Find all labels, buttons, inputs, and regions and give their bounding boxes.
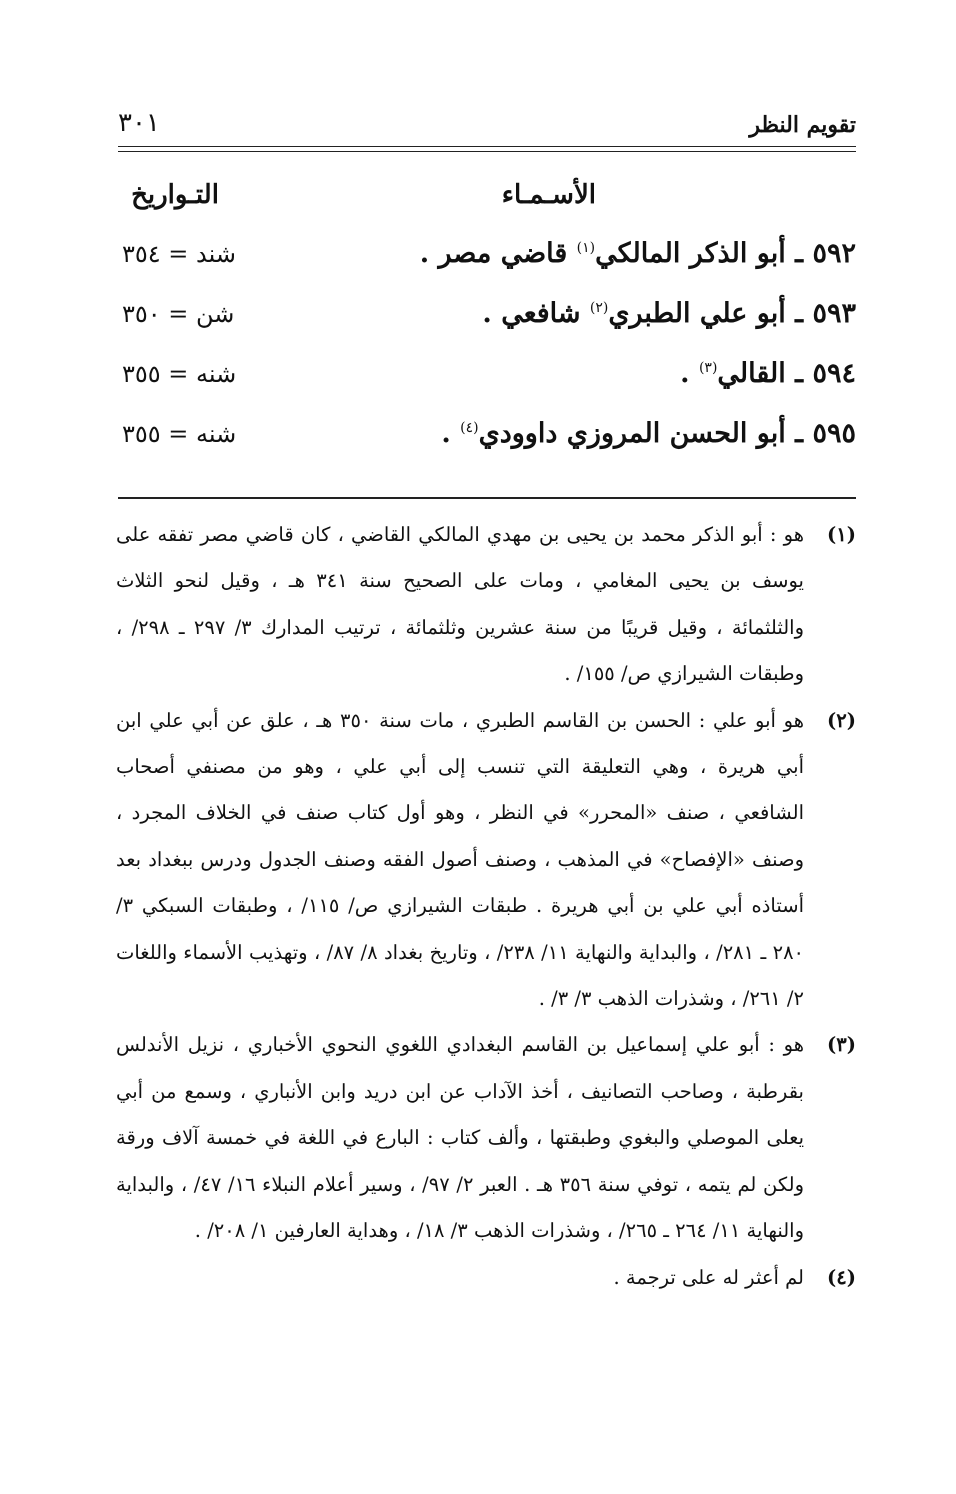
footnote-text: هو : أبو الذكر محمد بن يحيى بن مهدي المالكي القاضي ، كان قاضي مصر تفقه على يوسف بن يحيى المغامي ، ومات على الصحيح سنة ٣٤١ هـ ، وقيل لنحو الثلاث والثلثمائة ، وقيل قريبًا من سنة عشرين وثلثمائة ، ترتيب المدارك ٣/ ٢٩٧ ـ ٢٩٨/ ، وطبقات الشيرازي ص/ ١٥٥/ . (116, 523, 804, 686)
dates-column-heading: التـواريخ (131, 180, 219, 210)
entry-description: . (441, 418, 461, 449)
entry-name (680, 358, 856, 389)
header-rule-bottom (118, 151, 856, 152)
entry-name (482, 298, 856, 329)
footnote-number: (١) (827, 523, 856, 546)
running-title: تقويم النظر (749, 112, 856, 138)
footnote (116, 512, 856, 698)
entry-date: شند = ٣٥٤ (122, 240, 236, 268)
footnotes (116, 512, 856, 1301)
footnote (116, 1255, 856, 1301)
entry-date: شن = ٣٥٠ (122, 300, 235, 328)
footnote-ref[interactable]: (٢) (589, 300, 609, 316)
entry-description: شافعي . (482, 298, 590, 329)
entry-title: ٥٩٥ ـ أبو الحسن المروزي داوودي (478, 418, 856, 449)
footnote-ref[interactable]: (٣) (698, 360, 718, 376)
footnote-text: هو : أبو علي إسماعيل بن القاسم البغدادي اللغوي النحوي الأخباري ، نزيل الأندلس بقرطبة ، وصاحب التصانيف ، أخذ الآداب عن ابن دريد وابن الأنباري ، وسمع من أبي يعلى الموصلي والبغوي وطبقتها ، وألف كتاب : البارع في اللغة في خمسة آلاف ورقة ولكن لم يتمه ، توفي سنة ٣٥٦ هـ . العبر ٢/ ٩٧/ ، وسير أعلام النبلاء ١٦/ ٤٧/ ، والبداية والنهاية ١١/ ٢٦٤ ـ ٢٦٥/ ، وشذرات الذهب ٣/ ١٨/ ، وهداية العارفين ١/ ٢٠٨/ . (116, 1033, 804, 1243)
entry-date: شنه = ٣٥٥ (122, 420, 237, 448)
entry-description: . (680, 358, 699, 389)
footnote-number: (٣) (827, 1033, 856, 1057)
names-column-heading: الأسـمـاء (501, 180, 596, 210)
footnote (116, 698, 856, 1023)
entry-title: ٥٩٤ ـ القالي (717, 358, 856, 389)
entry-date: شنه = ٣٥٥ (122, 360, 237, 388)
entry-name (420, 238, 856, 269)
footnote-number: (٤) (827, 1265, 856, 1289)
entry-name (441, 418, 856, 449)
footnote-text: هو أبو علي : الحسن بن القاسم الطبري ، مات سنة ٣٥٠ هـ ، علق عن أبي علي ابن أبي هريرة ، وهي التعليقة التي تنسب إلى أبي علي ، وهو من مصنفي أصحاب الشافعي ، صنف «المحرر» في النظر ، وهو أول كتاب صنف في الخلاف المجرد ، وصنف «الإفصاح» في المذهب ، وصنف أصول الفقه وصنف الجدول ودرس ببغداد بعد أستاذه أبي علي بن أبي هريرة . طبقات الشيرازي ص/ ١١٥/ ، وطبقات السبكي ٣/ ٢٨٠ ـ ٢٨١/ ، والبداية والنهاية ١١/ ٢٣٨/ ، وتاريخ بغداد ٨/ ٨٧/ ، وتهذيب الأسماء واللغات ٢/ ٢٦١/ ، وشذرات الذهب ٣/ ٣/ . (116, 708, 805, 1011)
entry-title: ٥٩٣ ـ أبو علي الطبري (608, 298, 856, 329)
header-rule-top (118, 146, 856, 147)
footnote-ref[interactable]: (٤) (460, 420, 479, 436)
page-number: ٣٠١ (118, 108, 160, 138)
footnote-text: لم أعثر له على ترجمة . (613, 1265, 804, 1289)
footnote-separator (118, 497, 856, 499)
footnote-ref[interactable]: (١) (576, 240, 596, 256)
entry-description: قاضي مصر . (419, 238, 577, 269)
footnote-number: (٢) (827, 708, 856, 732)
entry-title: ٥٩٢ ـ أبو الذكر المالكي (595, 238, 856, 269)
footnote (116, 1022, 856, 1254)
